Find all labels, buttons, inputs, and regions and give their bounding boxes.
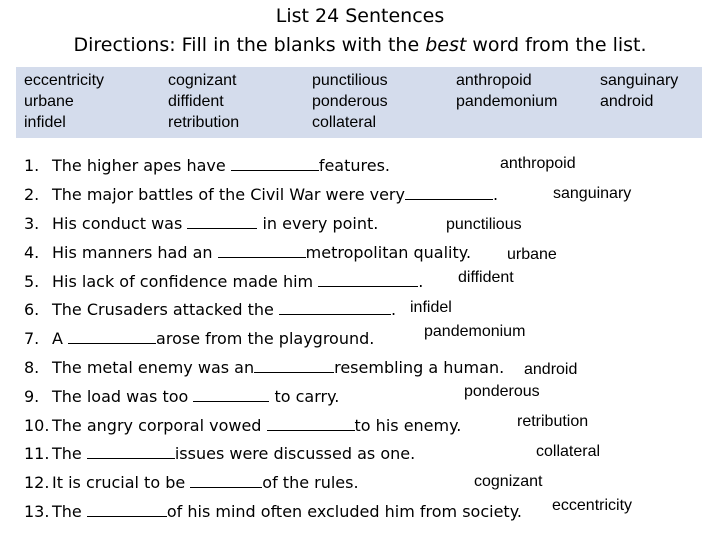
sentence-8 <box>24 357 504 378</box>
sentence-text-before: It is crucial to be <box>52 473 191 492</box>
answer-word: diffident <box>458 269 514 286</box>
answer-blank[interactable] <box>190 472 262 488</box>
answer-word: sanguinary <box>553 185 632 202</box>
sentence-text-before: The higher apes have <box>52 156 231 175</box>
sentence-text-before: The <box>52 502 87 521</box>
sentence-text-after: in every point. <box>257 214 379 233</box>
word-list-item: anthropoid <box>456 72 532 89</box>
sentence-1 <box>24 155 390 176</box>
sentence-number: 6. <box>24 300 40 319</box>
sentence-text-after: arose from the playground. <box>156 329 375 348</box>
word-list-item: punctilious <box>312 72 388 89</box>
sentence-6 <box>24 299 396 320</box>
answer-word: cognizant <box>474 473 543 490</box>
directions-suffix: word from the list. <box>466 34 647 56</box>
answer-word: ponderous <box>464 383 540 400</box>
sentence-text-before: The load was too <box>52 387 194 406</box>
sentence-number: 11. <box>24 444 50 463</box>
word-list-item: pandemonium <box>456 93 558 110</box>
answer-word: punctilious <box>446 216 522 233</box>
sentence-2 <box>24 184 498 205</box>
sentence-text-before: The metal enemy was an <box>52 358 255 377</box>
answer-word: retribution <box>517 413 589 430</box>
answer-blank[interactable] <box>87 501 167 517</box>
answer-blank[interactable] <box>68 328 156 344</box>
word-list-item: eccentricity <box>24 72 105 89</box>
sentence-number: 7. <box>24 329 40 348</box>
word-list-item: cognizant <box>168 72 237 89</box>
answer-word: eccentricity <box>552 497 633 514</box>
answer-word: pandemonium <box>424 323 526 340</box>
sentence-text-after: . <box>390 300 397 319</box>
directions <box>0 33 720 57</box>
sentence-number: 8. <box>24 358 40 377</box>
answer-word: collateral <box>536 443 601 460</box>
answer-blank[interactable] <box>231 155 319 171</box>
sentence-number: 10. <box>24 416 50 435</box>
answer-word: urbane <box>507 246 557 263</box>
sentence-9 <box>24 386 339 407</box>
word-list-item: urbane <box>24 93 74 110</box>
sentence-text-before: His lack of confidence made him <box>52 272 319 291</box>
answer-blank[interactable] <box>218 242 306 258</box>
sentence-12 <box>24 472 359 493</box>
word-list-item: android <box>600 93 654 110</box>
sentence-text-after: to carry. <box>269 387 340 406</box>
answer-blank[interactable] <box>318 271 418 287</box>
sentence-text-after: . <box>492 185 499 204</box>
sentence-text-after: to his enemy. <box>354 416 462 435</box>
sentence-number: 9. <box>24 387 40 406</box>
directions-prefix: Directions: Fill in the blanks with the <box>73 34 426 56</box>
page-title: List 24 Sentences <box>275 5 445 27</box>
sentence-11 <box>24 443 415 464</box>
sentence-number: 5. <box>24 272 40 291</box>
sentence-number: 12. <box>24 473 50 492</box>
sentence-text-before: The major battles of the Civil War were very <box>52 185 405 204</box>
sentence-number: 4. <box>24 243 40 262</box>
answer-blank[interactable] <box>267 415 355 431</box>
answer-blank[interactable] <box>193 386 269 402</box>
word-list-item: diffident <box>168 93 224 110</box>
sentence-text-after: issues were discussed as one. <box>174 444 416 463</box>
sentence-3 <box>24 213 378 234</box>
word-list-item: infidel <box>24 114 66 131</box>
word-list-box <box>16 67 702 138</box>
answer-blank[interactable] <box>279 299 391 315</box>
sentence-text-after: features. <box>318 156 390 175</box>
sentence-text-before: The <box>52 444 87 463</box>
sentence-text-before: His conduct was <box>52 214 188 233</box>
sentence-text-after: metropolitan quality. <box>305 243 472 262</box>
answer-blank[interactable] <box>254 357 334 373</box>
word-list-item: sanguinary <box>600 72 679 89</box>
sentence-text-before: The Crusaders attacked the <box>52 300 279 319</box>
sentence-text-before: The angry corporal vowed <box>52 416 267 435</box>
sentence-text-before: A <box>52 329 69 348</box>
sentence-13 <box>24 501 522 522</box>
answer-word: infidel <box>410 299 452 316</box>
answer-blank[interactable] <box>187 213 257 229</box>
sentence-number: 3. <box>24 214 40 233</box>
sentence-10 <box>24 415 461 436</box>
word-list-item: retribution <box>168 114 240 131</box>
answer-blank[interactable] <box>87 443 175 459</box>
sentence-text-before: His manners had an <box>52 243 218 262</box>
sentence-text-after: of his mind often excluded him from society. <box>166 502 522 521</box>
sentence-7 <box>24 328 374 349</box>
sentence-5 <box>24 271 423 292</box>
sentence-number: 1. <box>24 156 40 175</box>
answer-word: android <box>524 361 578 378</box>
sentence-text-after: . <box>418 272 424 291</box>
sentence-number: 2. <box>24 185 40 204</box>
sentence-text-after: resembling a human. <box>334 358 505 377</box>
sentence-text-after: of the rules. <box>262 473 359 492</box>
answer-word: anthropoid <box>500 155 576 172</box>
word-list-item: collateral <box>312 114 377 131</box>
word-list-item: ponderous <box>312 93 388 110</box>
sentence-4 <box>24 242 471 263</box>
sentence-number: 13. <box>24 502 50 521</box>
directions-emphasis: best <box>425 34 467 56</box>
answer-blank[interactable] <box>405 184 493 200</box>
